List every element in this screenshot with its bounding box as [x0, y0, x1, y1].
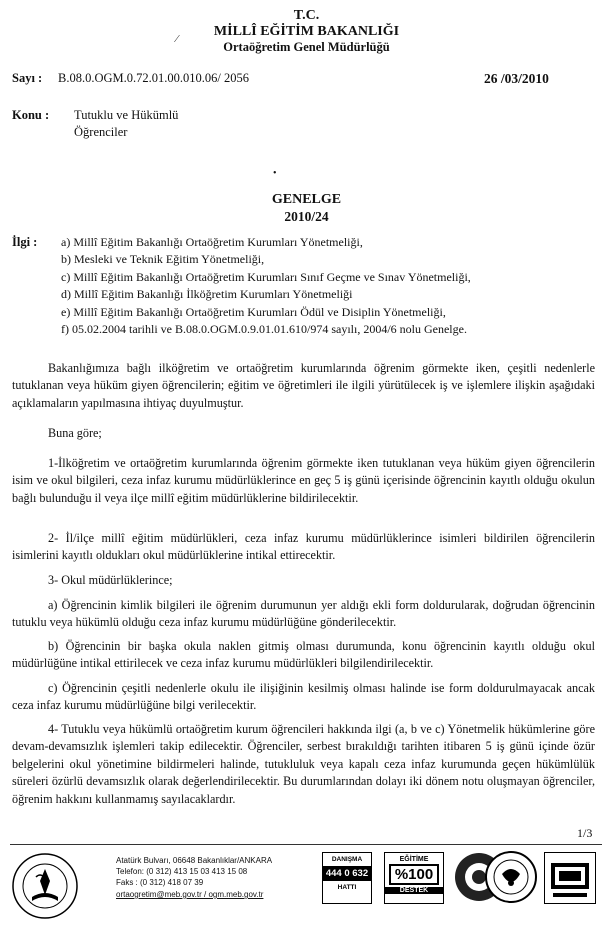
- badge2-top: EĞİTİME: [399, 856, 429, 863]
- badge1-bottom: HATTI: [337, 884, 357, 891]
- paragraph-2: 2- İl/ilçe millî eğitim müdürlükleri, ceza infaz kurumu müdürlüklerince isimleri bildirilen öğrencilerin isimlerini kayıtlı oldukları okul müdürlüklerine intikal ettirecektir.: [12, 531, 595, 563]
- pen-mark: ⁄: [176, 33, 178, 45]
- ilgi-item: c) Millî Eğitim Bakanlığı Ortaöğretim Kurumları Sınıf Geçme ve Sınav Yönetmeliği,: [61, 270, 471, 284]
- ilgi-item: a) Millî Eğitim Bakanlığı Ortaöğretim Kurumları Yönetmeliği,: [61, 235, 363, 249]
- sayi-label: Sayı :: [12, 71, 43, 85]
- paragraph-3b: b) Öğrencinin bir başka okula naklen gitmiş olması durumunda, konu öğrencinin kayıtlı olduğu okul müdürlüğüne intikal ettirilecek ve ceza infaz kurumu müdürlükleri bilgilendirilecektir.: [12, 639, 595, 671]
- footer-divider: [10, 844, 602, 845]
- letterhead-directorate: Ortaöğretim Genel Müdürlüğü: [223, 40, 390, 54]
- document-date: 26 /03/2010: [484, 71, 549, 86]
- emblem-box-icon: [544, 852, 596, 904]
- letterhead-ministry: MİLLÎ EĞİTİM BAKANLIĞI: [213, 24, 400, 39]
- ilgi-item: d) Millî Eğitim Bakanlığı İlköğretim Kurumları Yönetmeliği: [61, 287, 353, 301]
- support-badge: [384, 852, 444, 904]
- badge1-number: 444 0 632: [323, 866, 371, 881]
- ilgi-item: f) 05.02.2004 tarihli ve B.08.0.OGM.0.9.01.01.610/974 sayılı, 2004/6 nolu Genelge.: [61, 322, 467, 336]
- ilgi-label: İlgi :: [12, 235, 38, 249]
- paragraph-1: 1-İlköğretim ve ortaöğretim kurumlarında öğrenim görmekte iken tutuklanan veya hüküm giyen öğrencilerin isim ve okul bilgileri, ceza infaz kurumu müdürlüklerince en geç 5 iş günü içerisinde öğrencinin kayıtlı olduğu okulun bağlı bulunduğu il veya ilçe millî eğitim müdürlüklerine bildirilecektir.: [12, 456, 595, 505]
- konu-line-2: Öğrenciler: [74, 125, 128, 139]
- paragraph-4: 4- Tutuklu veya hükümlü ortaöğretim kurum öğrencileri hakkında ilgi (a, b ve c) Yönetmelik hükümlerine göre devam-devamsızlık işlemleri takip edilecektir. Öğrenciler, serbest bırakıldığı tarihten itibaren 5 iş günü içinde özür belgelerini okul yönetimine bildirmeleri halinde, tutukluluk veya kapalı ceza infaz kurumunda geçen hükümlülük süreleri özürlü devamsızlık olarak değerlendirilecektir. Bu durumlarından dolayı iki dönem notu oluşmayan öğrenciler, öğrenim hakkını kullanmamış sayılacaklardır.: [12, 722, 595, 806]
- page-number: 1/3: [577, 826, 593, 840]
- footer-address: Atatürk Bulvarı, 06648 Bakanlıklar/ANKARA: [116, 856, 273, 865]
- circular-seal-icon: [484, 850, 538, 904]
- ilgi-item: e) Millî Eğitim Bakanlığı Ortaöğretim Kurumları Ödül ve Disiplin Yönetmeliği,: [61, 305, 446, 319]
- konu-line-1: Tutuklu ve Hükümlü: [74, 108, 179, 122]
- ilgi-item: b) Mesleki ve Teknik Eğitim Yönetmeliği,: [61, 252, 265, 266]
- ministry-logo-icon: [10, 851, 80, 921]
- ink-dot: •: [273, 168, 277, 179]
- konu-label: Konu :: [12, 108, 50, 122]
- footer-email: ortaogretim@meb.gov.tr / ogm.meb.gov.tr: [116, 890, 264, 899]
- paragraph-3a: a) Öğrencinin kimlik bilgileri ile öğrenim durumunun yer aldığı ekli form doldurularak, doğrudan öğrencinin tutuklu veya hükümlü olduğu ceza infaz kurumu müdürlüğüne gönderilecektir.: [12, 598, 595, 630]
- info-line-badge: [322, 852, 372, 904]
- footer-phone: Telefon: (0 312) 413 15 03 413 15 08: [116, 867, 248, 876]
- letterhead-tc: T.C.: [293, 8, 320, 23]
- circular-number: 2010/24: [284, 209, 329, 224]
- buna-gore: Buna göre;: [48, 426, 102, 440]
- paragraph-3c: c) Öğrencinin çeşitli nedenlerle okulu ile ilişiğinin kesilmiş olması halinde ise form doldurulmayacak ancak ceza infaz kurumu müdürlüğüne bilgi verilecektir.: [12, 681, 595, 713]
- badge1-top: DANIŞMA: [331, 856, 363, 863]
- document-heading: GENELGE: [271, 192, 342, 207]
- badge2-bottom: DESTEK: [385, 887, 443, 894]
- badge2-mid: %100: [389, 864, 439, 885]
- sayi-value: B.08.0.OGM.0.72.01.00.010.06/ 2056: [58, 71, 249, 85]
- footer-fax: Faks : (0 312) 418 07 39: [116, 878, 204, 887]
- paragraph-3: 3- Okul müdürlüklerince;: [48, 573, 173, 587]
- intro-paragraph: Bakanlığımıza bağlı ilköğretim ve ortaöğretim kurumlarında öğrenim görmekte iken, çeşitli nedenlerle tutuklanan veya hüküm giyen öğrencilerin; eğitim ve öğretimleri ile ilgili yürütülecek iş ve işlemlere ilişkin aşağıdaki açıklamaların yapılmasına ihtiyaç duyulmuştur.: [12, 361, 595, 410]
